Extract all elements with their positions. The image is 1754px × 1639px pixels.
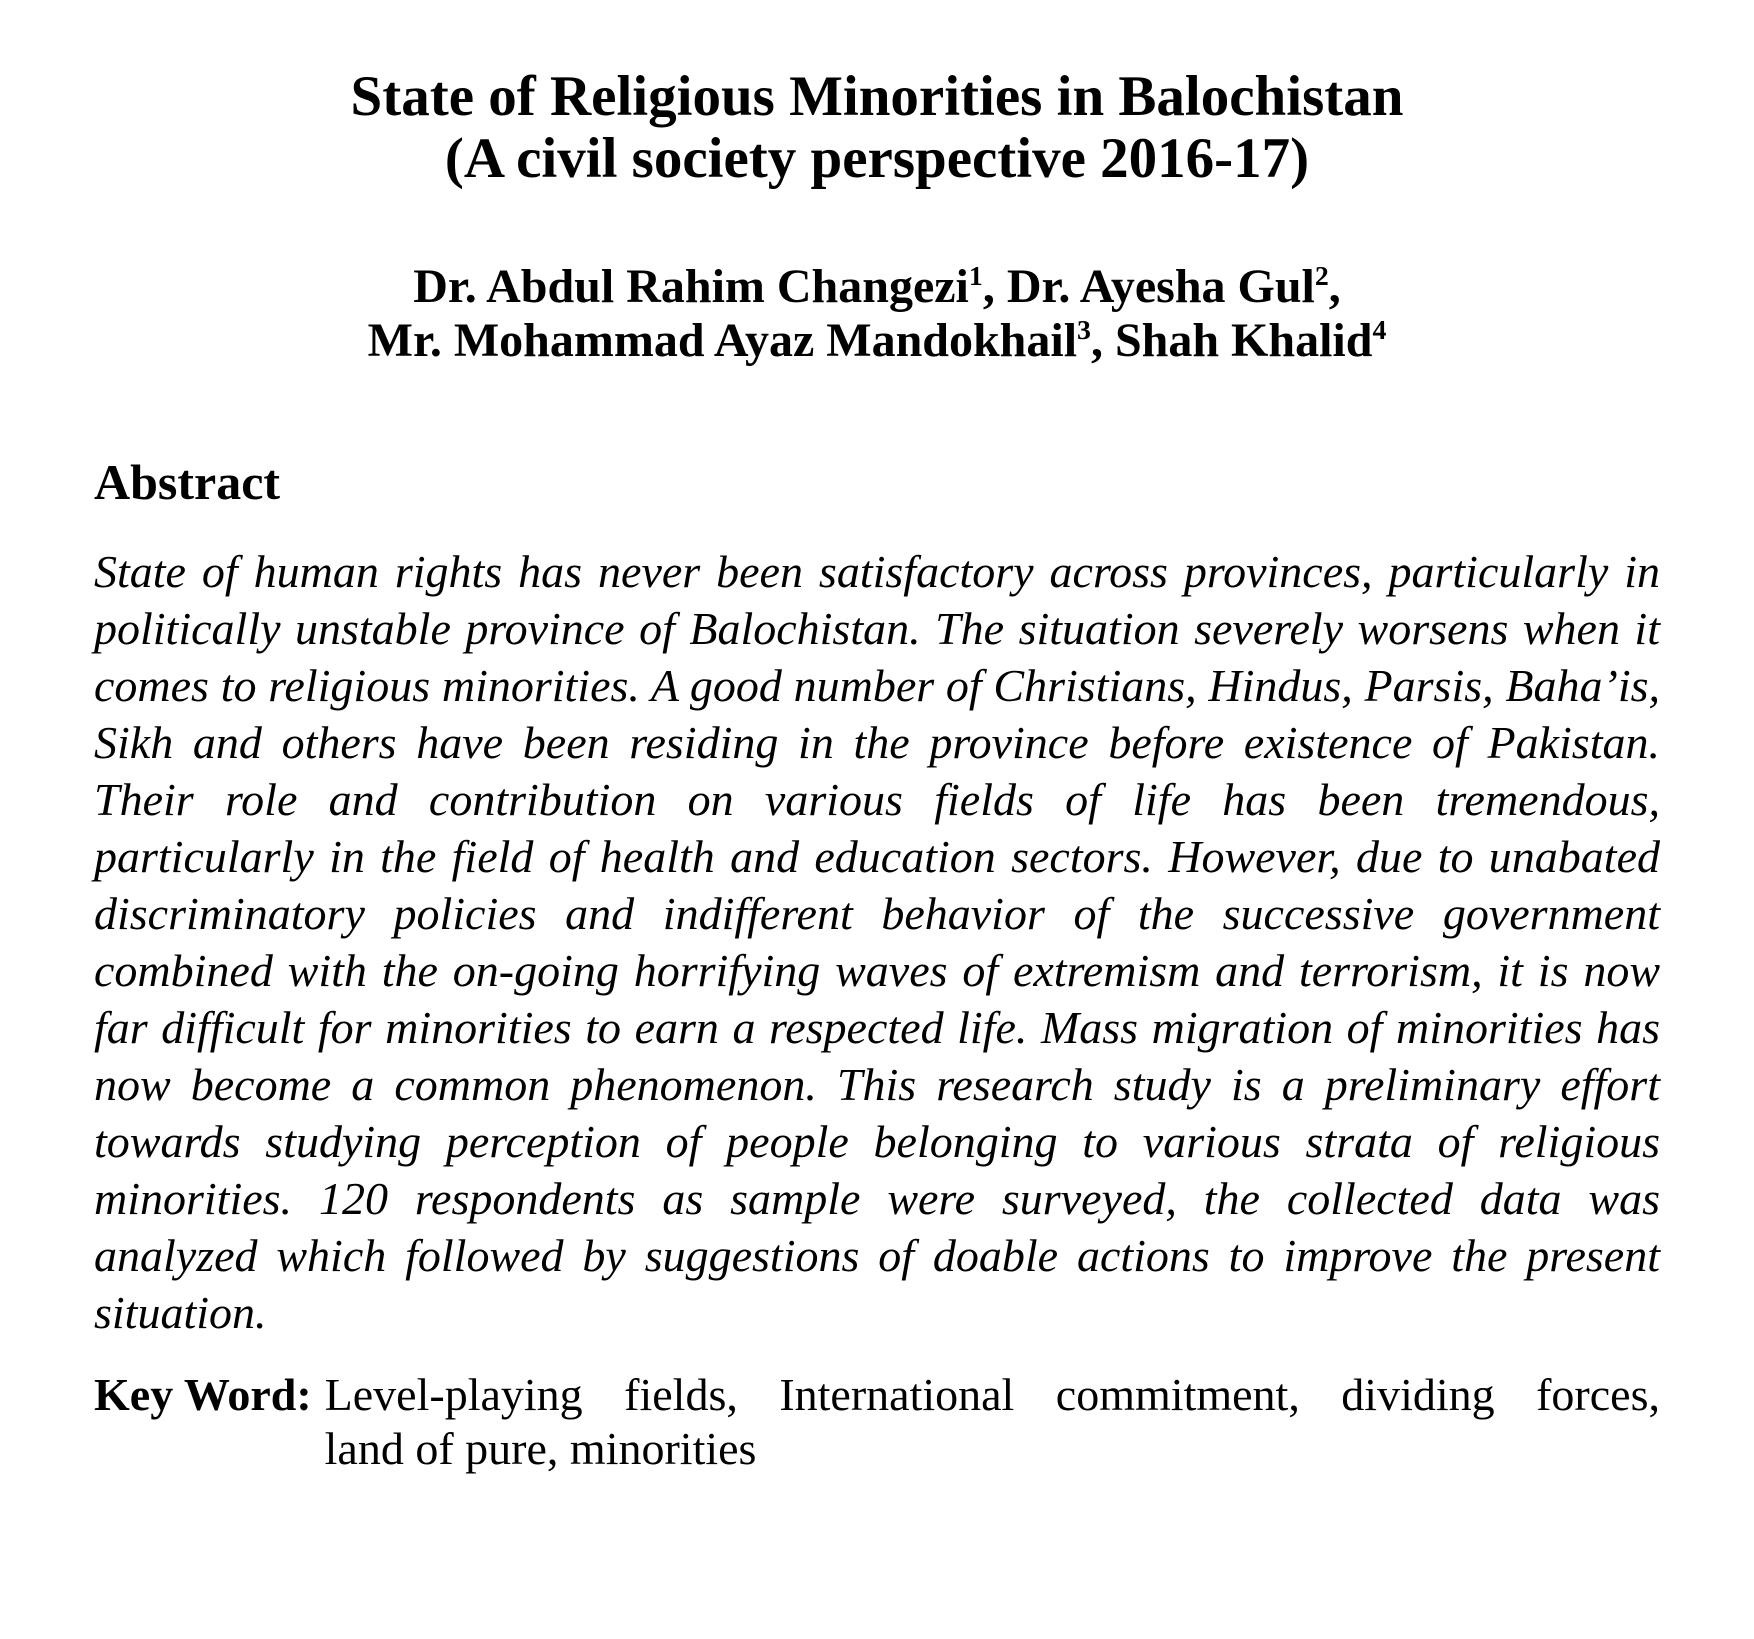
author-separator: , (1090, 314, 1115, 367)
author-line-tail: , (1328, 260, 1341, 313)
author-affiliation-superscript: 3 (1077, 315, 1091, 346)
paper-title-line-1: State of Religious Minorities in Balochistan (350, 65, 1404, 128)
keywords-line-1: Level-playing fields, International commitment, dividing forces, (324, 1369, 1660, 1420)
author-affiliation-superscript: 1 (968, 261, 983, 292)
author-name: Dr. Ayesha Gul (1006, 260, 1315, 313)
paper-title-line-2: (A civil society perspective 2016-17) (444, 127, 1310, 190)
author-line-1 (413, 260, 1341, 313)
author-separator: , (982, 260, 1007, 313)
author-affiliation-superscript: 2 (1314, 261, 1329, 292)
abstract-heading: Abstract (94, 454, 281, 510)
author-affiliation-superscript: 4 (1372, 315, 1387, 346)
author-line-2 (368, 314, 1387, 367)
keywords-line-2: land of pure, minorities (324, 1423, 757, 1474)
author-name: Mr. Mohammad Ayaz Mandokhail (367, 314, 1078, 367)
keywords-label: Key Word: (94, 1369, 312, 1420)
author-list (94, 260, 1660, 368)
keywords-text (325, 1368, 1660, 1476)
author-name: Dr. Abdul Rahim Changezi (413, 260, 969, 313)
author-name: Shah Khalid (1114, 314, 1373, 367)
keywords-section (94, 1368, 1660, 1476)
paper-title (94, 66, 1660, 190)
abstract-text: State of human rights has never been satisfactory across provinces, particularly in politically unstable province of Balochistan. The situation severely worsens when it comes to religious minorities. A good number of Christians, Hindus, Parsis, Baha’is, Sikh and others have been residing in the province before existence of Pakistan. Their role and contribution on various fields of life has been tremendous, particularly in the field of health and education sectors. However, due to unabated discriminatory policies and indifferent behavior of the successive government combined with the on-going horrifying waves of extremism and terrorism, it is now far difficult for minorities to earn a respected life. Mass migration of minorities has now become a common phenomenon. This research study is a preliminary effort towards studying perception of people belonging to various strata of religious minorities. 120 respondents as sample were surveyed, the collected data was analyzed which followed by suggestions of doable actions to improve the present situation. (94, 546, 1660, 1338)
